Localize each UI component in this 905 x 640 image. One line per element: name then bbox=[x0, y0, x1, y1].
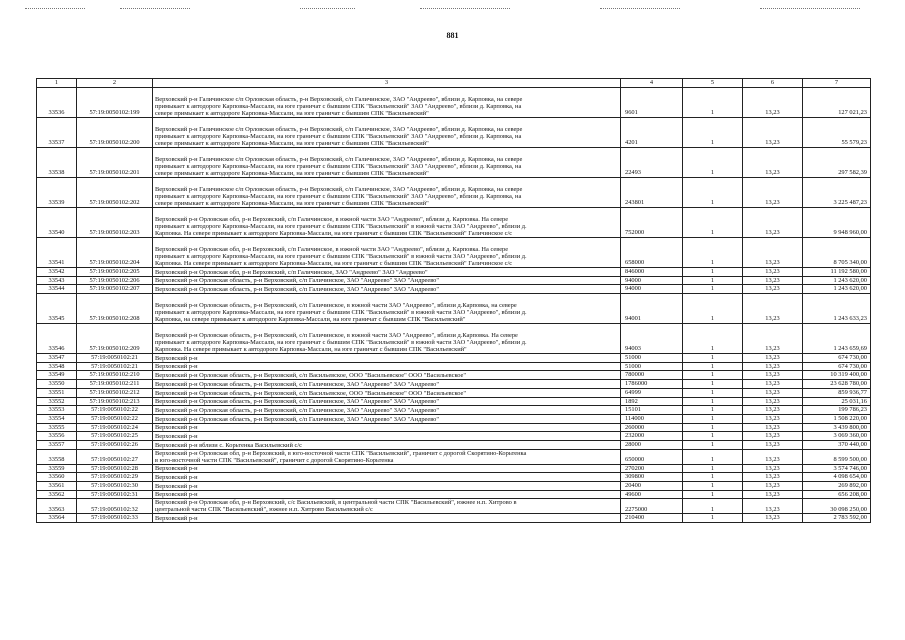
parcel-count: 1 bbox=[683, 388, 743, 397]
cadastral-number: 57:19:0050102:22 bbox=[77, 414, 153, 423]
parcel-count: 1 bbox=[683, 371, 743, 380]
table-row bbox=[37, 380, 871, 389]
description-line: Верховский р-н Орловская область, р-н Верховский, с/п Васильевское, ООО "Васильевское" ООО "Васильевское" bbox=[155, 389, 466, 397]
parcel-number: 33560 bbox=[37, 473, 77, 482]
parcel-number: 33559 bbox=[37, 464, 77, 473]
parcel-number: 33549 bbox=[37, 371, 77, 380]
parcel-rate: 13,23 bbox=[743, 380, 803, 389]
cadastral-number: 57:19:0050102:210 bbox=[77, 371, 153, 380]
parcel-rate: 13,23 bbox=[743, 414, 803, 423]
parcel-value: 1 243 633,23 bbox=[803, 294, 871, 324]
cadastral-number: 57:19:0050102:209 bbox=[77, 324, 153, 354]
parcel-count: 1 bbox=[683, 464, 743, 473]
parcel-description bbox=[153, 464, 621, 473]
description-line: Верховский р-н Орловская обл, р-н Верховский, с/п Галичинское, ЗАО "Андреево" ЗАО "Андреево" bbox=[155, 268, 428, 276]
description-line: Верховский р-н Галичинское с/п Орловская область, р-н Верховский, с/п Галичинское, ЗАО "Андреево", вблизи д. Карповка, на севере bbox=[155, 96, 523, 103]
parcel-rate: 13,23 bbox=[743, 406, 803, 415]
parcel-number: 33537 bbox=[37, 118, 77, 148]
parcel-description bbox=[153, 440, 621, 449]
parcel-value: 1 508 220,00 bbox=[803, 414, 871, 423]
parcel-count: 1 bbox=[683, 440, 743, 449]
cadastral-number: 57:19:0050102:200 bbox=[77, 118, 153, 148]
parcel-description bbox=[153, 354, 621, 363]
description-line: Карповка, на севере примыкает к автодороге Карповка-Массали, на юге граничат с бывшим СПК "Васильевский" bbox=[155, 316, 466, 324]
parcel-rate: 13,23 bbox=[743, 397, 803, 406]
cadastral-number: 57:19:0050102:213 bbox=[77, 397, 153, 406]
table-row bbox=[37, 294, 871, 324]
parcel-number: 33542 bbox=[37, 268, 77, 277]
parcel-count: 1 bbox=[683, 514, 743, 523]
parcel-rate: 13,23 bbox=[743, 432, 803, 441]
parcel-description bbox=[153, 473, 621, 482]
table-row bbox=[37, 388, 871, 397]
parcel-count: 1 bbox=[683, 354, 743, 363]
parcel-number: 33551 bbox=[37, 388, 77, 397]
parcel-area: 9601 bbox=[621, 88, 683, 118]
parcel-area: 22493 bbox=[621, 148, 683, 178]
parcel-description bbox=[153, 499, 621, 514]
table-row bbox=[37, 238, 871, 268]
parcel-area: 752000 bbox=[621, 208, 683, 238]
cadastral-number: 57:19:0050102:21 bbox=[77, 362, 153, 371]
description-line: Верховский р-н вблизи с. Корьтенка Васильевский с/с bbox=[155, 441, 302, 449]
parcel-area: 260000 bbox=[621, 423, 683, 432]
parcel-area: 1786000 bbox=[621, 380, 683, 389]
parcel-count: 1 bbox=[683, 482, 743, 491]
parcel-number: 33564 bbox=[37, 514, 77, 523]
parcel-count: 1 bbox=[683, 414, 743, 423]
parcel-area: 15101 bbox=[621, 406, 683, 415]
parcel-area: 309800 bbox=[621, 473, 683, 482]
parcel-value: 30 098 250,00 bbox=[803, 499, 871, 514]
parcel-area: 270200 bbox=[621, 464, 683, 473]
parcel-count: 1 bbox=[683, 362, 743, 371]
description-line: Верховский р-н Орловская область, р-н Верховский, с/п Галичинское, в южной части ЗАО "Андреево", вблизи д.Карповка. На севере bbox=[155, 332, 518, 340]
parcel-rate: 13,23 bbox=[743, 294, 803, 324]
parcel-area: 94001 bbox=[621, 294, 683, 324]
parcel-area: 2275000 bbox=[621, 499, 683, 514]
parcel-number: 33544 bbox=[37, 285, 77, 294]
parcel-number: 33561 bbox=[37, 482, 77, 491]
parcel-description bbox=[153, 285, 621, 294]
description-line: Верховский р-н Орловская обл, р-н Верховский, с/п Галичинское, в южной части ЗАО "Андреево", вблизи д. Карповка. На севере bbox=[155, 246, 509, 253]
parcel-number: 33553 bbox=[37, 406, 77, 415]
table-row bbox=[37, 268, 871, 277]
parcel-count: 1 bbox=[683, 238, 743, 268]
parcel-number: 33562 bbox=[37, 490, 77, 499]
parcel-value: 3 069 360,00 bbox=[803, 432, 871, 441]
parcel-value: 3 225 487,23 bbox=[803, 178, 871, 208]
parcel-count: 1 bbox=[683, 423, 743, 432]
parcel-count: 1 bbox=[683, 449, 743, 464]
cadastral-number: 57:19:0050102:205 bbox=[77, 268, 153, 277]
parcel-value: 370 440,00 bbox=[803, 440, 871, 449]
parcel-area: 243801 bbox=[621, 178, 683, 208]
parcel-value: 8 705 340,00 bbox=[803, 238, 871, 268]
cadastral-number: 57:19:0050102:207 bbox=[77, 285, 153, 294]
parcel-area: 28000 bbox=[621, 440, 683, 449]
parcel-value: 656 208,00 bbox=[803, 490, 871, 499]
parcel-rate: 13,23 bbox=[743, 276, 803, 285]
table-row bbox=[37, 88, 871, 118]
parcel-number: 33545 bbox=[37, 294, 77, 324]
parcel-value: 674 730,00 bbox=[803, 354, 871, 363]
description-line: Верховский р-н bbox=[155, 491, 198, 499]
parcel-number: 33540 bbox=[37, 208, 77, 238]
description-line: примыкает к автодороге Карповка-Массали, на юге граничат с бывшим СПК "Васильевский" ЗАО "Андреево", вблизи д. Карповка, на bbox=[155, 103, 522, 110]
parcel-description bbox=[153, 490, 621, 499]
parcel-description bbox=[153, 324, 621, 354]
parcel-number: 33546 bbox=[37, 324, 77, 354]
parcel-count: 1 bbox=[683, 473, 743, 482]
description-line: Верховский р-н Галичинское с/п Орловская область, р-н Верховский, с/п Галичинское, ЗАО "Андреево", вблизи д. Карповка, на севере bbox=[155, 156, 523, 163]
parcel-description bbox=[153, 397, 621, 406]
cadastral-number: 57:19:0050102:199 bbox=[77, 88, 153, 118]
parcel-number: 33543 bbox=[37, 276, 77, 285]
table-row bbox=[37, 406, 871, 415]
parcel-count: 1 bbox=[683, 268, 743, 277]
description-line: Верховский р-н Орловская обл, р-н Верховский, с/с Васильевский, в центральной части СПК "Васильевский", южнее н.п. Хитрово в bbox=[155, 499, 517, 507]
parcel-description bbox=[153, 371, 621, 380]
parcel-count: 1 bbox=[683, 276, 743, 285]
description-line: Верховский р-н Орловская обл, р-н Верховский, с/п Галичинское, в южной части ЗАО "Андреево", вблизи д. Карповка. На севере bbox=[155, 216, 509, 223]
description-line: Верховский р-н Орловская область, р-н Верховский, с/п Галичинское, ЗАО "Андреево" ЗАО "Андреево" bbox=[155, 415, 439, 423]
parcel-description bbox=[153, 482, 621, 491]
parcel-number: 33550 bbox=[37, 380, 77, 389]
table-row bbox=[37, 464, 871, 473]
parcel-area: 94003 bbox=[621, 324, 683, 354]
parcel-rate: 13,23 bbox=[743, 423, 803, 432]
column-header: 4 bbox=[621, 79, 683, 88]
description-line: Верховский р-н bbox=[155, 424, 198, 432]
cadastral-number: 57:19:0050102:211 bbox=[77, 380, 153, 389]
description-line: Верховский р-н Галичинское с/п Орловская область, р-н Верховский, с/п Галичинское, ЗАО "Андреево", вблизи д. Карповка, на севере bbox=[155, 126, 523, 133]
parcel-rate: 13,23 bbox=[743, 464, 803, 473]
parcel-area: 49600 bbox=[621, 490, 683, 499]
parcel-description bbox=[153, 406, 621, 415]
table-row bbox=[37, 449, 871, 464]
cadastral-number: 57:19:0050102:30 bbox=[77, 482, 153, 491]
parcel-rate: 13,23 bbox=[743, 362, 803, 371]
description-line: севере примыкает к автодороге Карповка-Массали, на юге граничат с бывшим СПК "Васильевский" bbox=[155, 110, 429, 117]
table-body bbox=[37, 88, 871, 523]
parcel-count: 1 bbox=[683, 88, 743, 118]
description-line: Верховский р-н bbox=[155, 354, 198, 362]
table-row bbox=[37, 118, 871, 148]
table-row bbox=[37, 178, 871, 208]
description-line: примыкает к автодороге Карповка-Массали, на юге граничат с бывшим СПК "Васильевский" ЗАО "Андреево", вблизи д. Карповка, на bbox=[155, 133, 522, 140]
parcel-number: 33539 bbox=[37, 178, 77, 208]
parcel-count: 1 bbox=[683, 406, 743, 415]
parcel-value: 23 628 780,00 bbox=[803, 380, 871, 389]
parcel-rate: 13,23 bbox=[743, 88, 803, 118]
parcel-number: 33538 bbox=[37, 148, 77, 178]
cadastral-number: 57:19:0050102:22 bbox=[77, 406, 153, 415]
cadastral-number: 57:19:0050102:206 bbox=[77, 276, 153, 285]
description-line: примыкает к автодороге Карповка-Массали, на юге граничат с бывшим СПК "Васильевский" ЗАО "Андреево", вблизи д. Карповка, на bbox=[155, 163, 522, 170]
description-line: Верховский р-н Орловская область, р-н Верховский, с/п Галичинское, ЗАО "Андреево" ЗАО "Андреево" bbox=[155, 406, 439, 414]
parcel-value: 269 892,00 bbox=[803, 482, 871, 491]
description-line: Верховский р-н bbox=[155, 432, 198, 440]
parcel-description bbox=[153, 449, 621, 464]
parcel-area: 51000 bbox=[621, 362, 683, 371]
table-row bbox=[37, 473, 871, 482]
parcel-description bbox=[153, 118, 621, 148]
parcel-rate: 13,23 bbox=[743, 285, 803, 294]
parcel-value: 9 948 960,00 bbox=[803, 208, 871, 238]
description-line: севере примыкает к автодороге Карповка-Массали, на юге граничат с бывшим СПК "Васильевский" bbox=[155, 170, 429, 177]
parcel-value: 199 786,23 bbox=[803, 406, 871, 415]
cadastral-number: 57:19:0050102:202 bbox=[77, 178, 153, 208]
cadastral-number: 57:19:0050102:27 bbox=[77, 449, 153, 464]
parcel-area: 1892 bbox=[621, 397, 683, 406]
description-line: Верховский р-н bbox=[155, 363, 198, 371]
table-row bbox=[37, 148, 871, 178]
cadastral-number: 57:19:0050102:212 bbox=[77, 388, 153, 397]
description-line: Верховский р-н Орловская область, р-н Верховский, с/п Галичинское, ЗАО "Андреево" ЗАО "Андреево" bbox=[155, 380, 439, 388]
parcel-description bbox=[153, 388, 621, 397]
parcel-count: 1 bbox=[683, 208, 743, 238]
parcel-value: 297 582,39 bbox=[803, 148, 871, 178]
cadastral-number: 57:19:0050102:25 bbox=[77, 432, 153, 441]
table-row bbox=[37, 362, 871, 371]
cadastral-number: 57:19:0050102:204 bbox=[77, 238, 153, 268]
description-line: Карповка. На севере примыкает к автодороге Карповка-Массали, на юге граничат с бывшим СПК "Васильевский" Галичинское с/с bbox=[155, 260, 513, 267]
parcel-value: 674 730,00 bbox=[803, 362, 871, 371]
parcel-description bbox=[153, 423, 621, 432]
description-line: Верховский р-н Орловская обл, р-н Верховский, в юго-восточной части СПК "Васильевский", граничит с дорогой Скорятино-Корьтенка bbox=[155, 449, 527, 457]
parcel-number: 33548 bbox=[37, 362, 77, 371]
column-header: 3 bbox=[153, 79, 621, 88]
parcel-rate: 13,23 bbox=[743, 490, 803, 499]
parcel-rate: 13,23 bbox=[743, 268, 803, 277]
table-row bbox=[37, 440, 871, 449]
parcel-rate: 13,23 bbox=[743, 324, 803, 354]
table-row bbox=[37, 324, 871, 354]
parcel-description bbox=[153, 88, 621, 118]
parcel-area: 4201 bbox=[621, 118, 683, 148]
description-line: примыкает к автодороге Карповка-Массали, на юге граничат с бывшим СПК "Васильевский" в южной части ЗАО "Андреево", вблизи д. bbox=[155, 223, 527, 230]
parcel-area: 114000 bbox=[621, 414, 683, 423]
parcel-number: 33547 bbox=[37, 354, 77, 363]
cadastral-number: 57:19:0050102:208 bbox=[77, 294, 153, 324]
column-header: 6 bbox=[743, 79, 803, 88]
parcel-count: 1 bbox=[683, 397, 743, 406]
parcel-value: 127 021,23 bbox=[803, 88, 871, 118]
description-line: Верховский р-н Орловская область, р-н Верховский, с/п Галичинское, ЗАО "Андреево" ЗАО "Андреево" bbox=[155, 286, 439, 294]
parcel-value: 4 098 654,00 bbox=[803, 473, 871, 482]
parcel-count: 1 bbox=[683, 432, 743, 441]
description-line: севере примыкает к автодороге Карповка-Массали, на юге граничат с бывшим СПК "Васильевский" bbox=[155, 200, 429, 207]
description-line: Верховский р-н bbox=[155, 474, 198, 481]
parcel-area: 846000 bbox=[621, 268, 683, 277]
parcel-description bbox=[153, 238, 621, 268]
cadastral-number: 57:19:0050102:26 bbox=[77, 440, 153, 449]
parcel-rate: 13,23 bbox=[743, 388, 803, 397]
parcel-description bbox=[153, 276, 621, 285]
header-row bbox=[37, 79, 871, 88]
column-header: 5 bbox=[683, 79, 743, 88]
cadastral-number: 57:19:0050102:24 bbox=[77, 423, 153, 432]
parcel-count: 1 bbox=[683, 118, 743, 148]
parcel-rate: 13,23 bbox=[743, 208, 803, 238]
parcel-description bbox=[153, 514, 621, 523]
cadastral-number: 57:19:0050102:33 bbox=[77, 514, 153, 523]
column-header: 1 bbox=[37, 79, 77, 88]
parcel-number: 33556 bbox=[37, 432, 77, 441]
table-row bbox=[37, 482, 871, 491]
parcel-number: 33554 bbox=[37, 414, 77, 423]
column-header: 2 bbox=[77, 79, 153, 88]
parcel-area: 232000 bbox=[621, 432, 683, 441]
table-row bbox=[37, 490, 871, 499]
parcel-count: 1 bbox=[683, 499, 743, 514]
parcel-rate: 13,23 bbox=[743, 178, 803, 208]
description-line: Карповка. На севере примыкает к автодороге Карповка-Массали, на юге граничат с бывшим СПК "Васильевский" Галичинское с/с bbox=[155, 230, 513, 237]
land-parcels-table bbox=[36, 78, 871, 523]
description-line: в юго-восточной части СПК "Васильевский", граничит с дорогой Скорятино-Корьтенка bbox=[155, 456, 394, 464]
parcel-value: 3 439 800,00 bbox=[803, 423, 871, 432]
parcel-value: 1 243 620,00 bbox=[803, 285, 871, 294]
description-line: примыкает к автодороге Карповка-Массали, на юге граничат с бывшим СПК "Васильевский" в южной части ЗАО "Андреево", вблизи д. bbox=[155, 339, 527, 347]
page-number: 881 bbox=[446, 31, 459, 40]
parcel-number: 33557 bbox=[37, 440, 77, 449]
table-row bbox=[37, 397, 871, 406]
parcel-rate: 13,23 bbox=[743, 449, 803, 464]
parcel-description bbox=[153, 414, 621, 423]
parcel-description bbox=[153, 208, 621, 238]
cadastral-number: 57:19:0050102:28 bbox=[77, 464, 153, 473]
parcel-area: 20400 bbox=[621, 482, 683, 491]
parcel-number: 33552 bbox=[37, 397, 77, 406]
parcel-description bbox=[153, 294, 621, 324]
parcel-description bbox=[153, 380, 621, 389]
parcel-value: 859 936,77 bbox=[803, 388, 871, 397]
parcel-rate: 13,23 bbox=[743, 148, 803, 178]
table-row bbox=[37, 371, 871, 380]
parcel-count: 1 bbox=[683, 285, 743, 294]
description-line: Верховский р-н Орловская область, р-н Верховский, с/п Галичинское, в южной части ЗАО "Андреево", вблизи д.Карповка, на севере bbox=[155, 302, 517, 310]
parcel-value: 10 319 400,00 bbox=[803, 371, 871, 380]
table-row bbox=[37, 285, 871, 294]
parcel-rate: 13,23 bbox=[743, 499, 803, 514]
parcel-value: 25 031,16 bbox=[803, 397, 871, 406]
cadastral-number: 57:19:0050102:201 bbox=[77, 148, 153, 178]
parcel-rate: 13,23 bbox=[743, 118, 803, 148]
parcel-number: 33555 bbox=[37, 423, 77, 432]
parcel-description bbox=[153, 178, 621, 208]
parcel-description bbox=[153, 268, 621, 277]
column-header: 7 bbox=[803, 79, 871, 88]
cadastral-number: 57:19:0050102:203 bbox=[77, 208, 153, 238]
description-line: примыкает к автодороге Карповка-Массали, на юге граничат с бывшим СПК "Васильевский" в южной части ЗАО "Андреево", вблизи д. bbox=[155, 309, 527, 317]
parcel-count: 1 bbox=[683, 178, 743, 208]
parcel-description bbox=[153, 432, 621, 441]
cadastral-number: 57:19:0050102:29 bbox=[77, 473, 153, 482]
parcel-value: 8 599 500,00 bbox=[803, 449, 871, 464]
parcel-area: 210400 bbox=[621, 514, 683, 523]
parcel-count: 1 bbox=[683, 294, 743, 324]
description-line: Верховский р-н Орловская область, р-н Верховский, с/п Галичинское, ЗАО "Андреево" ЗАО "Андреево" bbox=[155, 398, 439, 406]
parcel-rate: 13,23 bbox=[743, 371, 803, 380]
table-row bbox=[37, 514, 871, 523]
table-row bbox=[37, 354, 871, 363]
description-line: Верховский р-н Орловская область, р-н Верховский, с/п Васильевское, ООО "Васильевское" ООО "Васильевское" bbox=[155, 372, 466, 380]
parcel-value: 1 243 620,00 bbox=[803, 276, 871, 285]
parcel-value: 11 192 580,00 bbox=[803, 268, 871, 277]
parcel-rate: 13,23 bbox=[743, 514, 803, 523]
parcel-value: 2 783 592,00 bbox=[803, 514, 871, 523]
parcel-number: 33536 bbox=[37, 88, 77, 118]
parcel-count: 1 bbox=[683, 148, 743, 178]
parcel-rate: 13,23 bbox=[743, 238, 803, 268]
parcel-area: 658000 bbox=[621, 238, 683, 268]
parcel-number: 33558 bbox=[37, 449, 77, 464]
parcel-area: 51000 bbox=[621, 354, 683, 363]
table-row bbox=[37, 499, 871, 514]
parcel-count: 1 bbox=[683, 324, 743, 354]
parcel-rate: 13,23 bbox=[743, 440, 803, 449]
description-line: севере примыкает к автодороге Карповка-Массали, на юге граничат с бывшим СПК "Васильевский" bbox=[155, 140, 429, 147]
scan-artifacts bbox=[0, 0, 905, 20]
table-row bbox=[37, 276, 871, 285]
parcel-value: 55 579,23 bbox=[803, 118, 871, 148]
parcel-area: 64999 bbox=[621, 388, 683, 397]
description-line: Верховский р-н bbox=[155, 482, 198, 490]
parcel-area: 780000 bbox=[621, 371, 683, 380]
table-row bbox=[37, 432, 871, 441]
table-row bbox=[37, 208, 871, 238]
parcel-value: 3 574 746,00 bbox=[803, 464, 871, 473]
parcel-description bbox=[153, 362, 621, 371]
table-row bbox=[37, 423, 871, 432]
parcel-number: 33541 bbox=[37, 238, 77, 268]
parcel-rate: 13,23 bbox=[743, 473, 803, 482]
parcel-rate: 13,23 bbox=[743, 354, 803, 363]
parcel-area: 650000 bbox=[621, 449, 683, 464]
parcel-value: 1 243 659,69 bbox=[803, 324, 871, 354]
parcel-count: 1 bbox=[683, 490, 743, 499]
cadastral-number: 57:19:0050102:31 bbox=[77, 490, 153, 499]
description-line: примыкает к автодороге Карповка-Массали, на юге граничат с бывшим СПК "Васильевский" в южной части ЗАО "Андреево", вблизи д. bbox=[155, 253, 527, 260]
parcel-area: 94000 bbox=[621, 285, 683, 294]
parcel-rate: 13,23 bbox=[743, 482, 803, 491]
cadastral-number: 57:19:0050102:32 bbox=[77, 499, 153, 514]
parcel-number: 33563 bbox=[37, 499, 77, 514]
parcel-area: 94000 bbox=[621, 276, 683, 285]
description-line: Верховский р-н Орловская область, р-н Верховский, с/п Галичинское, ЗАО "Андреево" ЗАО "Андреево" bbox=[155, 277, 439, 285]
description-line: примыкает к автодороге Карповка-Массали, на юге граничат с бывшим СПК "Васильевский" ЗАО "Андреево", вблизи д. Карповка, на bbox=[155, 193, 522, 200]
description-line: Верховский р-н bbox=[155, 465, 198, 473]
table-row bbox=[37, 414, 871, 423]
description-line: центральной части СПК "Васильевский", южнее н.п. Хитрово Васильевский с/с bbox=[155, 506, 373, 514]
cadastral-number: 57:19:0050102:21 bbox=[77, 354, 153, 363]
description-line: Карповка. На севере примыкает к автодороге Карповка-Массали, на юге граничат с бывшим СПК "Васильевский" bbox=[155, 346, 467, 354]
parcel-count: 1 bbox=[683, 380, 743, 389]
description-line: Верховский р-н bbox=[155, 515, 198, 523]
parcel-description bbox=[153, 148, 621, 178]
description-line: Верховский р-н Галичинское с/п Орловская область, р-н Верховский, с/п Галичинское, ЗАО "Андреево", вблизи д. Карповка, на севере bbox=[155, 186, 523, 193]
